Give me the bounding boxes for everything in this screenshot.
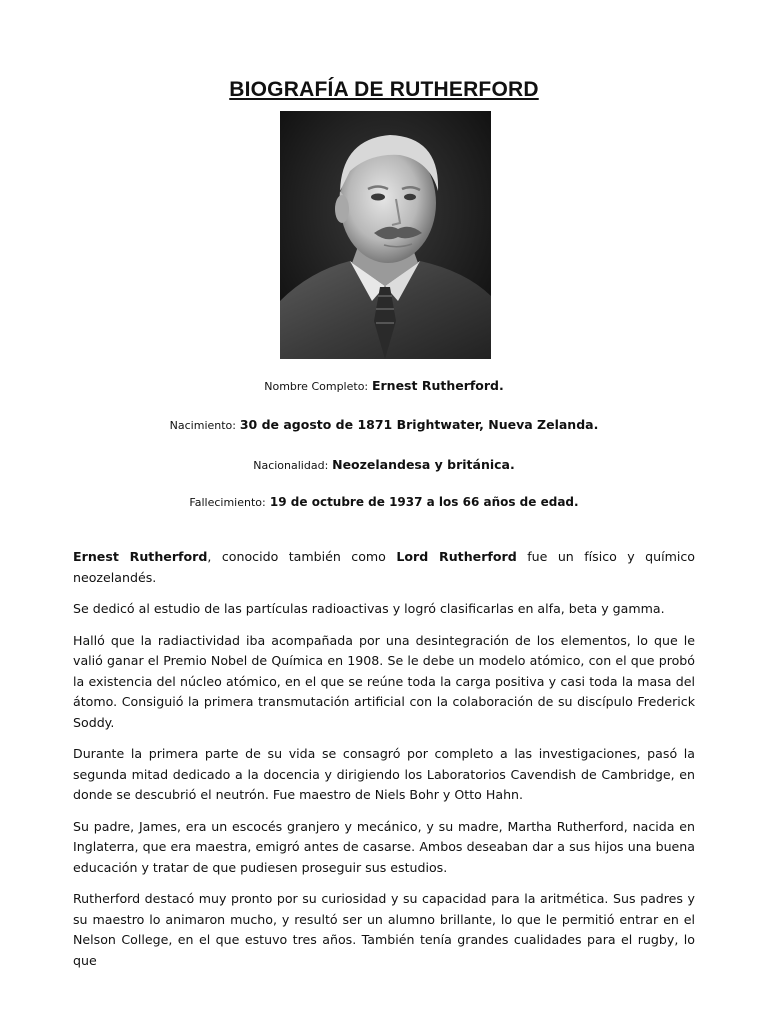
paragraph-6: Rutherford destacó muy pronto por su curiosidad y su capacidad para la aritmética. Sus padres y su maestro lo animaron mucho, y resultó ser un alumno brillante, lo que le permitió entrar en el Nelson College, en el que estuvo tres años. También tenía grandes cualidades para el rugby, lo que xyxy=(73,891,695,968)
fact-death xyxy=(0,495,768,509)
death-value: 19 de octubre de 1937 a los 66 años de edad. xyxy=(269,495,579,509)
page-title: BIOGRAFÍA DE RUTHERFORD xyxy=(229,78,539,101)
portrait-illustration xyxy=(280,111,491,359)
paragraph-1 xyxy=(73,547,695,588)
fact-full-name xyxy=(0,378,768,393)
lord-name-bold: Lord Rutherford xyxy=(396,549,517,564)
birth-value: 30 de agosto de 1871 Brightwater, Nueva Zelanda. xyxy=(239,417,599,432)
birth-label: Nacimiento: xyxy=(169,419,236,432)
death-label: Fallecimiento: xyxy=(189,496,266,509)
paragraph-5: Su padre, James, era un escocés granjero y mecánico, y su madre, Martha Rutherford, nacida en Inglaterra, que era maestra, emigró antes de casarse. Ambos deseaban dar a sus hijos una buena educación y tratar de que pudiesen proseguir sus estudios. xyxy=(73,818,695,875)
paragraph-3: Halló que la radiactividad iba acompañada por una desintegración de los elementos, lo que le valió ganar el Premio Nobel de Química en 1908. Se le debe un modelo atómico, con el que probó la existencia del núcleo atómico, en el que se reúne toda la carga positiva y casi toda la masa del átomo. Consiguió la primera transmutación artificial con la colaboración de su discípulo Frederick Soddy. xyxy=(73,632,695,730)
p1-end-text: fue un físico y químico neozelandés. xyxy=(73,549,696,585)
p1-mid-text: , conocido también como xyxy=(207,549,397,564)
portrait-photo xyxy=(280,111,491,359)
fact-birth xyxy=(0,417,768,432)
name-bold: Ernest Rutherford xyxy=(73,549,208,564)
paragraph-2: Se dedicó al estudio de las partículas radioactivas y logró clasificarlas en alfa, beta y gamma. xyxy=(73,601,665,616)
full-name-label: Nombre Completo: xyxy=(264,380,369,393)
paragraph-4: Durante la primera parte de su vida se consagró por completo a las investigaciones, pasó la segunda mitad dedicado a la docencia y dirigiendo los Laboratorios Cavendish de Cambridge, en donde se descubrió el neutrón. Fue maestro de Niels Bohr y Otto Hahn. xyxy=(73,746,695,802)
nationality-value: Neozelandesa y británica. xyxy=(332,457,515,472)
full-name-value: Ernest Rutherford. xyxy=(371,378,504,393)
biography-body xyxy=(73,547,695,982)
nationality-label: Nacionalidad: xyxy=(253,459,329,472)
fact-nationality xyxy=(0,457,768,472)
